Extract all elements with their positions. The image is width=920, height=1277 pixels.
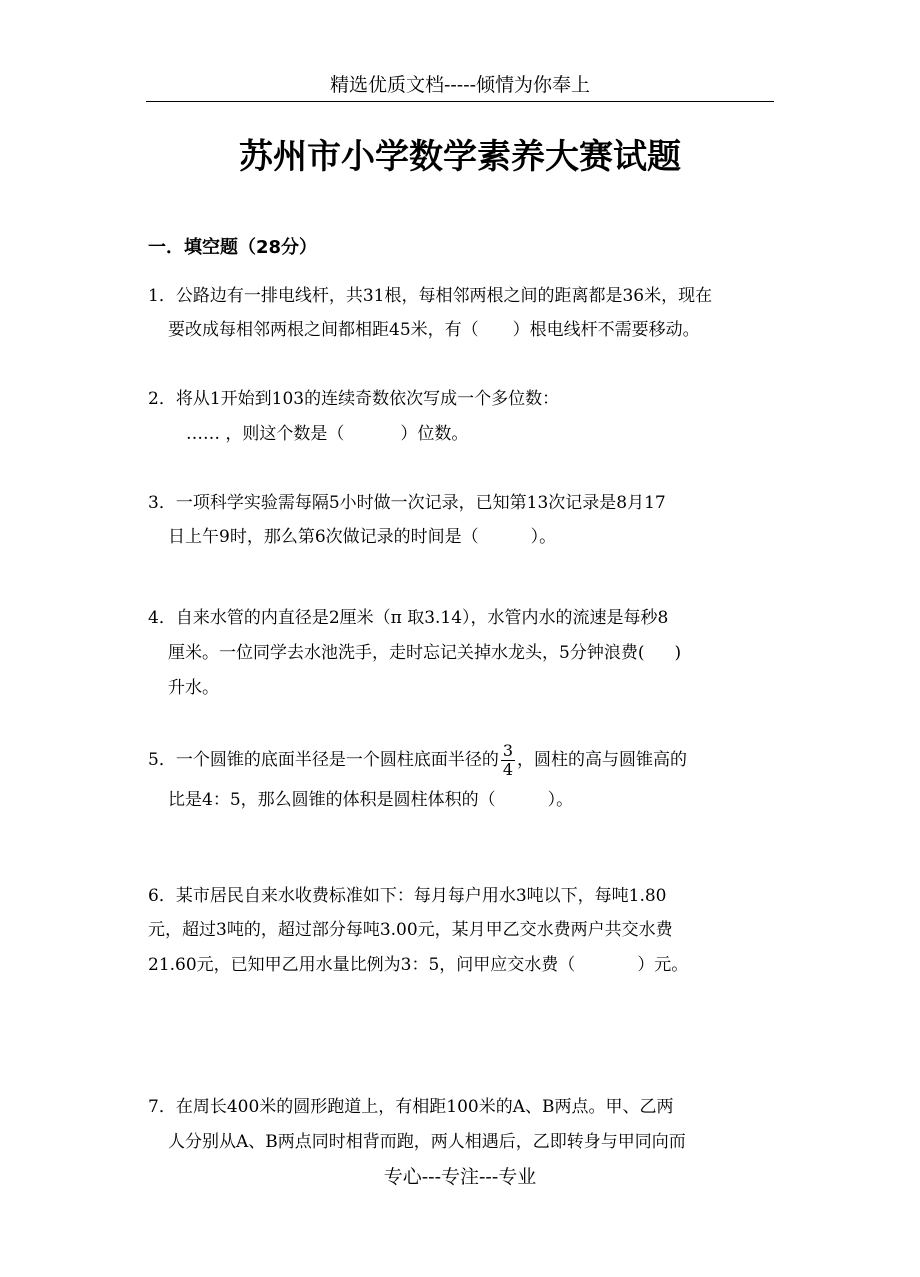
question-6-line-2: 元，超过3吨的，超过部分每吨3.00元，某月甲乙交水费两户共交水费 — [148, 920, 673, 940]
fraction — [501, 742, 515, 779]
question-4-text-b: ) — [674, 643, 682, 663]
question-2-text-a: …… ，则这个数是（ — [186, 424, 345, 444]
question-6-text-b: ）元。 — [637, 955, 689, 975]
question-2-line-2 — [186, 421, 468, 447]
fraction-numerator: 3 — [502, 741, 514, 760]
question-5-line-1 — [148, 742, 687, 779]
question-3-line-2 — [168, 524, 556, 550]
question-5-text-a: 5．一个圆锥的底面半径是一个圆柱底面半径的 — [148, 750, 499, 770]
question-5-text-b2: ）。 — [547, 790, 574, 810]
question-6-line-1: 6．某市居民自来水收费标准如下：每月每户用水3吨以下，每吨1.80 — [148, 886, 667, 906]
question-1-line-2 — [168, 317, 700, 343]
question-3-text-b: ）。 — [530, 527, 557, 547]
question-4-line-3: 升水。 — [168, 678, 219, 698]
question-5-text-b: ，圆柱的高与圆锥高的 — [517, 750, 688, 770]
question-1-text-b: ）根电线杆不需要移动。 — [512, 320, 700, 340]
document-title: 苏州市小学数学素养大赛试题 — [239, 137, 681, 177]
question-4-line-1: 4．自来水管的内直径是2厘米（π 取3.14），水管内水的流速是每秒8 — [148, 608, 669, 628]
question-6-text-a: 21.60元，已知甲乙用水量比例为3：5，问甲应交水费（ — [148, 955, 576, 975]
question-2-line-1: 2．将从1开始到103的连续奇数依次写成一个多位数： — [148, 389, 560, 409]
question-3-line-1: 3．一项科学实验需每隔5小时做一次记录，已知第13次记录是8月17 — [148, 493, 666, 513]
question-2-text-b: ）位数。 — [400, 424, 469, 444]
question-3-text-a: 日上午9时，那么第6次做记录的时间是（ — [168, 527, 479, 547]
question-7-line-2: 人分别从A、B两点同时相背而跑，两人相遇后，乙即转身与甲同向而 — [168, 1132, 686, 1152]
question-7-line-1: 7．在周长400米的圆形跑道上，有相距100米的A、B两点。甲、乙两 — [148, 1097, 674, 1117]
question-6-line-3 — [148, 952, 688, 978]
fraction-denominator: 4 — [502, 760, 514, 779]
header-text: 精选优质文档-----倾情为你奉上 — [329, 74, 591, 96]
question-5-text-a2: 比是4：5，那么圆锥的体积是圆柱体积的（ — [168, 790, 496, 810]
page-header — [146, 72, 774, 102]
question-1-text-a: 要改成每相邻两根之间都相距45米，有（ — [168, 320, 479, 340]
question-5-line-2 — [168, 787, 573, 813]
question-1-line-1: 1．公路边有一排电线杆，共31根，每相邻两根之间的距离都是36米，现在 — [148, 286, 713, 306]
page-footer: 专心---专注---专业 — [383, 1166, 537, 1188]
question-4-line-2 — [168, 640, 681, 666]
question-4-text-a: 厘米。一位同学去水池洗手，走时忘记关掉水龙头，5分钟浪费( — [168, 643, 645, 663]
section-heading: 一．填空题（28分） — [148, 237, 318, 258]
